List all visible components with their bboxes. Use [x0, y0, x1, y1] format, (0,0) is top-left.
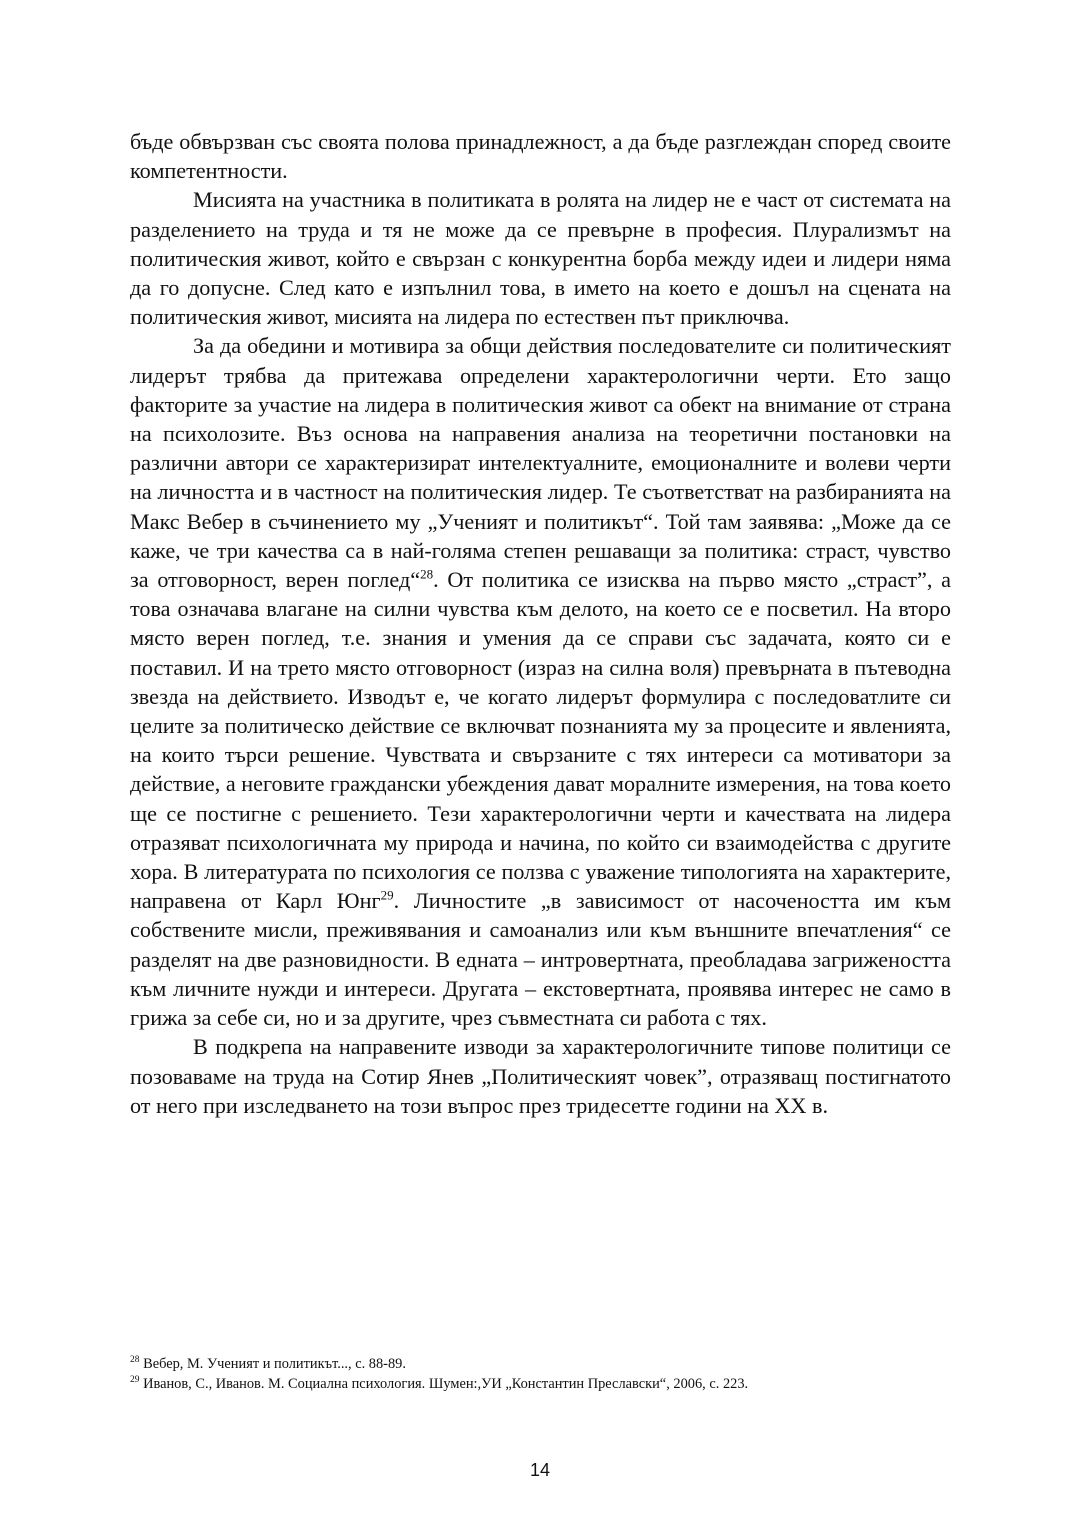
footnote-text: Вебер, М. Ученият и политикът..., с. 88-89.	[139, 1356, 406, 1372]
paragraph-text: В подкрепа на направените изводи за характерологичните типове политици се позоваваме на труда на Сотир Янев „Политическият човек”, отразяващ постигнатото от него при изследването на този въпрос през тридесетте години на ХХ в.	[130, 1034, 951, 1118]
paragraph	[130, 127, 951, 185]
footnotes	[130, 1354, 951, 1394]
body-text	[130, 127, 951, 1120]
footnote-reference[interactable]: 28	[420, 566, 434, 582]
paragraph-text: . Личностите „в зависимост от насочеността им към собствените мисли, преживявания и самоанализ или към външните впечатления“ се разделят на две разновидности. В едната – интровертната, преобладава загрижеността към личните нужди и интереси. Другата – екстовертната, проявява интерес не само в грижа за себе си, но и за другите, чрез съвместната си работа с тях.	[130, 888, 951, 1031]
footnote	[130, 1354, 951, 1374]
paragraph-text: Мисията на участника в политиката в ролята на лидер не е част от системата на разделението на труда и тя не може да се превърне в професия. Плурализмът на политическия живот, който е свързан с конкурентна борба между идеи и лидери няма да го допусне. След като е изпълнил това, в името на което е дошъл на сцената на политическия живот, мисията на лидера по естествен път приключва.	[130, 187, 951, 330]
footnote-reference[interactable]: 29	[380, 887, 394, 903]
paragraph-text: бъде обвързван със своята полова принадлежност, а да бъде разглеждан според своите компетентности.	[130, 129, 951, 184]
page-number: 14	[529, 1460, 551, 1480]
footnote	[130, 1374, 951, 1394]
paragraph-text: . От политика се изисква на първо място „страст”, а това означава влагане на силни чувства към делото, на което се е посветил. На второ място верен поглед, т.е. знания и умения да се справи със задачата, която си е поставил. И на трето място отговорност (израз на силна воля) превърната в пътеводна звезда на действието. Изводът е, че когато лидерът формулира с последоватлите си целите за политическо действие се включват познанията му за процесите и явленията, на които търси решение. Чувствата и свързаните с тях интереси са мотиватори за действие, а неговите граждански убеждения дават моралните измерения, на това което ще се постигне с решението. Тези характерологични черти и качествата на лидера отразяват психологичната му природа и начина, по който си взаимодейства с другите хора. В литературата по психология се ползва с уважение типологията на характерите, направена от Карл Юнг	[130, 567, 952, 914]
paragraph	[130, 1032, 951, 1120]
paragraph	[130, 185, 951, 331]
paragraph	[130, 331, 951, 1032]
footnote-number: 28	[130, 1355, 140, 1366]
footnote-number: 29	[130, 1375, 140, 1386]
paragraph-text: За да обедини и мотивира за общи действия последователите си политическият лидерът трябва да притежава определени характерологични черти. Ето защо факторите за участие на лидера в политическия живот са обект на внимание от страна на психолозите. Въз основа на направения анализа на теоретични постановки на различни автори се характеризират интелектуалните, емоционалните и волеви черти на личността и в частност на политическия лидер. Те съответстват на разбиранията на Макс Вебер в съчинението му „Ученият и политикът“. Той там заявява: „Може да се каже, че три качества са в най-голяма степен решаващи за политика: страст, чувство за отговорност, верен поглед“	[130, 333, 951, 593]
footnote-text: Иванов, С., Иванов. М. Социална психология. Шумен:,УИ „Константин Преславски“, 2006, с. 223.	[139, 1376, 749, 1392]
